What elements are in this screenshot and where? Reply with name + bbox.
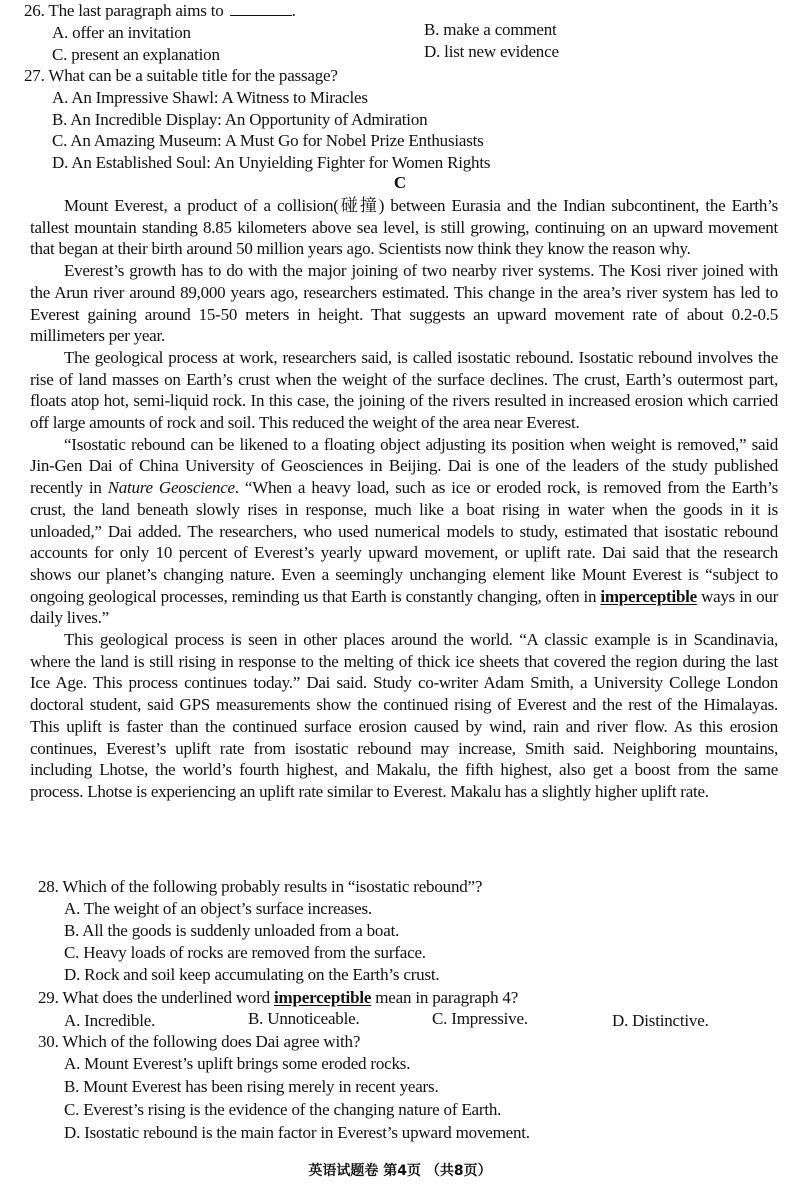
question-30-stem: 30. Which of the following does Dai agree with? (38, 1032, 361, 1051)
passage-paragraph-3: The geological process at work, researchers said, is called isostatic rebound. Isostatic rebound involves the rise of land masses on Earth’s crust when the weight of the surface declines. The crust, Earth’s outermost part, floats atop hot, semi-liquid rock. In this case, the joining of the rivers resulted in increased erosion which carried off large amounts of rock and soil. This reduced the weight of the area near Everest. (30, 347, 778, 433)
question-26-text: 26. The last paragraph aims to (24, 1, 224, 20)
paragraph-4-text: . “When a heavy load, such as ice or eroded rock, is removed from the Earth’s crust, the land beneath slowly rises in response, much like a boat rising in water when the goods in it is unloaded,” Dai added. The researchers, who used numerical models to study, estimated that isostatic rebound accounts for only 10 percent of Everest’s yearly upward movement, or uplift rate. Dai said that the research shows our planet’s changing nature. Even a seemingly unchanging element like Mount Everest is “subject to ongoing geological processes, reminding us that Earth is constantly changing, often in (30, 478, 778, 606)
question-29-option-c: C. Impressive. (432, 1009, 528, 1028)
question-27-option-c: C. An Amazing Museum: A Must Go for Nobel Prize Enthusiasts (52, 131, 484, 150)
question-29-option-a: A. Incredible. (64, 1011, 156, 1030)
passage-paragraph-5: This geological process is seen in other places around the world. “A classic example is in Scandinavia, where the land is still rising in response to the melting of thick ice sheets that covered the region during the last Ice Age. This process continues today.” Dai said. Study co-writer Adam Smith, a University College London doctoral student, said GPS measurements show the continued rising of Everest and the rest of the Himalayas. This uplift is faster than the continued surface erosion caused by wind, rain and river flow. As this erosion continues, Everest’s uplift rate from isostatic rebound may increase, Smith said. Neighboring mountains, including Lhotse, the world’s fourth highest, and Makalu, the fifth highest, also get a boost from the same process. Lhotse is experiencing an uplift rate similar to Everest. Makalu has a slightly higher uplift rate. (30, 630, 778, 801)
passage-paragraph-2: Everest’s growth has to do with the major joining of two nearby river systems. The Kosi river joined with the Arun river around 89,000 years ago, researchers estimated. This change in the area’s river system has led to Everest gaining around 15-50 meters in height. That suggests an upward movement rate of about 0.2-0.5 millimeters per year. (30, 261, 778, 346)
question-26-option-c: C. present an explanation (52, 45, 220, 64)
question-29-stem (38, 987, 518, 1008)
paragraph-4-text: ways in our daily lives.” (30, 586, 778, 628)
question-27-option-a: A. An Impressive Shawl: A Witness to Miracles (52, 88, 368, 107)
question-26-stem (24, 0, 296, 21)
question-27-stem: 27. What can be a suitable title for the passage? (24, 66, 338, 85)
underlined-word: imperceptible (274, 988, 372, 1007)
question-28-option-b: B. All the goods is suddenly unloaded from a boat. (64, 921, 400, 940)
question-28-option-d: D. Rock and soil keep accumulating on the Earth’s crust. (64, 965, 440, 984)
passage-paragraph-1: Mount Everest, a product of a collision(碰撞) between Eurasia and the Indian subcontinent, the Earth’s tallest mountain standing 8.85 kilometers above sea level, is still growing, continuing on an upward movement that began at their birth around 50 million years ago. Scientists now think they know the reason why. (30, 196, 778, 259)
question-27-option-b: B. An Incredible Display: An Opportunity of Admiration (52, 110, 428, 129)
reading-passage (30, 195, 778, 803)
question-29-text: mean in paragraph 4? (371, 988, 519, 1007)
page-footer: 英语试题卷 第4页 （共8页） (308, 1163, 492, 1179)
question-29-option-d: D. Distinctive. (612, 1011, 709, 1030)
question-26-option-b: B. make a comment (424, 20, 557, 39)
question-29-text: 29. What does the underlined word (38, 988, 275, 1007)
question-30-option-a: A. Mount Everest’s uplift brings some eroded rocks. (64, 1054, 411, 1073)
question-30-option-d: D. Isostatic rebound is the main factor in Everest’s upward movement. (64, 1123, 530, 1142)
question-26-option-d: D. list new evidence (424, 42, 559, 61)
paragraph-4-text: “Isostatic rebound can be likened to a floating object adjusting its position when weight is removed,” said Jin-Gen Dai of China University of Geosciences in Beijing. Dai is one of the leaders of the study published recently in (30, 434, 778, 498)
question-29-option-b: B. Unnoticeable. (248, 1009, 360, 1028)
section-heading: C (393, 173, 407, 192)
underlined-word: imperceptible (600, 586, 697, 606)
question-26-option-a: A. offer an invitation (52, 23, 191, 42)
question-30-option-b: B. Mount Everest has been rising merely in recent years. (64, 1077, 439, 1096)
question-28-stem: 28. Which of the following probably results in “isostatic rebound”? (38, 877, 483, 896)
question-27-option-d: D. An Established Soul: An Unyielding Fighter for Women Rights (52, 153, 491, 172)
journal-name: Nature Geoscience (107, 478, 235, 498)
question-26-period: . (291, 1, 296, 20)
question-28-option-a: A. The weight of an object’s surface increases. (64, 899, 372, 918)
passage-paragraph-4 (30, 434, 778, 629)
answer-blank (230, 1, 292, 16)
question-28-option-c: C. Heavy loads of rocks are removed from the surface. (64, 943, 426, 962)
question-30-option-c: C. Everest’s rising is the evidence of the changing nature of Earth. (64, 1100, 502, 1119)
